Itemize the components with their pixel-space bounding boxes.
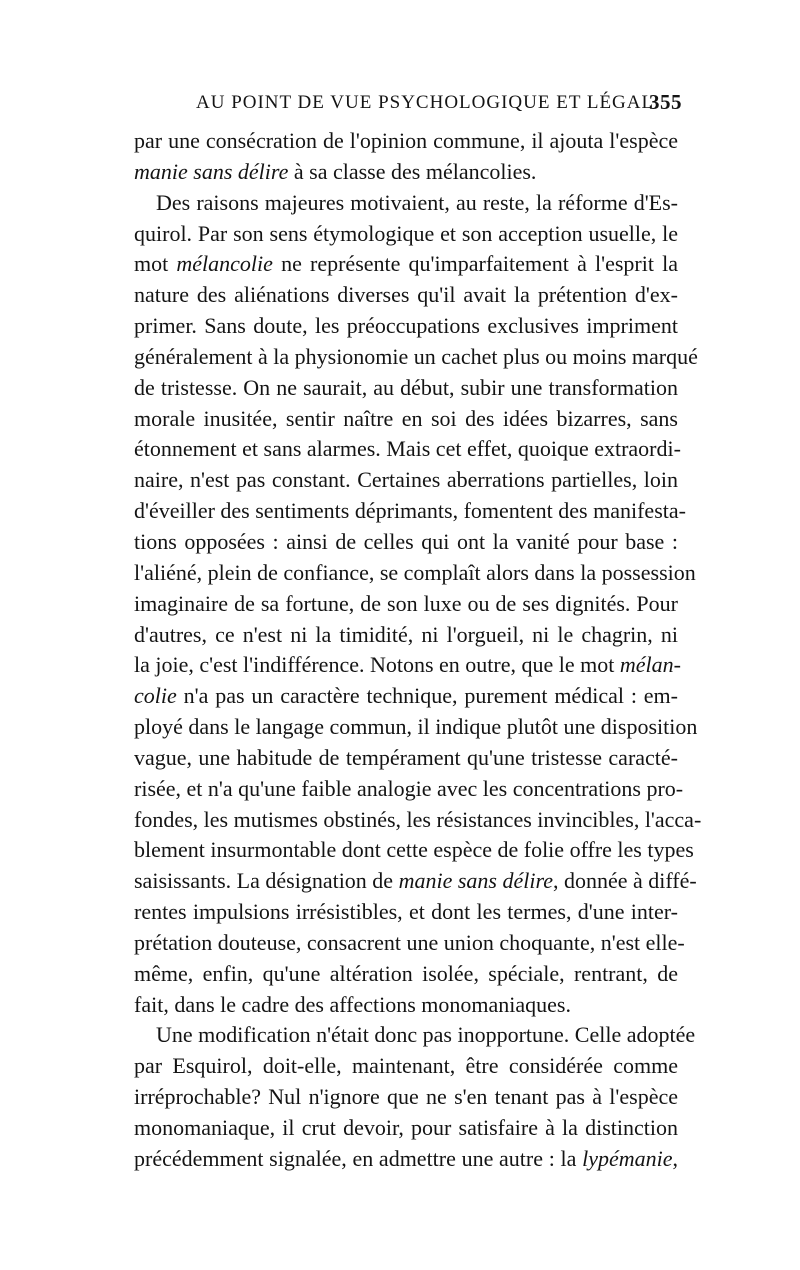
text-line	[134, 311, 678, 342]
text-segment: étonnement et sans alarmes. Mais cet effet, quoique extraordi-	[134, 436, 681, 462]
text-segment: la joie, c'est l'indifférence. Notons en outre, que le mot	[134, 652, 620, 678]
text-segment: risée, et n'a qu'une faible analogie avec les concentrations pro-	[134, 775, 684, 801]
text-segment: , donnée à diffé-	[552, 868, 697, 894]
text-segment: saisissants. La désignation de	[134, 868, 399, 894]
text-segment: d'autres, ce n'est ni la timidité, ni l'orgueil, ni le chagrin, ni	[134, 621, 678, 647]
text-line	[134, 928, 685, 959]
text-segment: blement insurmontable dont cette espèce de folie offre les types	[134, 837, 694, 863]
text-segment: morale inusitée, sentir naître en soi des idées bizarres, sans	[134, 405, 678, 431]
italic-text: mélan-	[619, 652, 681, 678]
text-line	[134, 1020, 696, 1051]
text-segment: l'aliéné, plein de confiance, se complaît alors dans la possession	[134, 559, 696, 585]
text-segment: Une modification n'était donc pas inopportune. Celle adoptée	[156, 1022, 696, 1048]
text-segment: imaginaire de sa fortune, de son luxe ou de ses dignités. Pour	[134, 590, 678, 616]
text-line	[134, 280, 678, 311]
text-segment: Des raisons majeures motivaient, au reste, la réforme d'Es-	[156, 189, 678, 215]
text-line	[134, 650, 681, 681]
body-text	[134, 126, 702, 1175]
text-segment: par Esquirol, doit-elle, maintenant, être considérée comme	[134, 1053, 678, 1079]
text-segment: à sa classe des mélancolies.	[288, 158, 537, 184]
running-head-title: AU POINT DE VUE PSYCHOLOGIQUE ET LÉGAL.	[196, 92, 660, 113]
text-line	[134, 805, 702, 836]
text-line	[134, 1113, 678, 1144]
text-line	[134, 990, 678, 1021]
text-line	[134, 959, 678, 990]
text-line	[134, 373, 678, 404]
text-line	[134, 620, 678, 651]
text-segment: généralement à la physionomie un cachet plus ou moins marqué	[134, 343, 698, 369]
text-line	[134, 342, 698, 373]
text-segment: n'a pas un caractère technique, purement médical : em-	[176, 683, 678, 709]
text-segment: monomaniaque, il crut devoir, pour satisfaire à la distinction	[134, 1115, 678, 1140]
text-segment: tions opposées : ainsi de celles qui ont la vanité pour base :	[134, 528, 678, 554]
text-line	[134, 527, 678, 558]
text-line	[134, 157, 678, 188]
text-segment: rentes impulsions irrésistibles, et dont les termes, d'une inter-	[134, 899, 678, 925]
text-line	[134, 589, 678, 620]
text-line	[134, 897, 678, 928]
running-head	[196, 92, 682, 122]
text-line	[134, 434, 681, 465]
text-segment: ployé dans le langage commun, il indique plutôt une disposition	[134, 714, 698, 740]
text-line	[134, 465, 678, 496]
italic-text: manie sans délire	[398, 868, 553, 894]
text-line	[134, 188, 678, 219]
text-line	[134, 558, 696, 589]
text-line	[134, 1144, 678, 1175]
text-segment: d'éveiller des sentiments déprimants, fomentent des manifesta-	[134, 498, 686, 524]
text-segment: prétation douteuse, consacrent une union choquante, n'est elle-	[134, 929, 685, 955]
text-line	[134, 219, 678, 250]
text-line	[134, 774, 684, 805]
text-segment: naire, n'est pas constant. Certaines aberrations partielles, loin	[134, 467, 678, 493]
text-line	[134, 712, 698, 743]
text-segment: nature des aliénations diverses qu'il avait la prétention d'ex-	[134, 282, 678, 308]
text-segment: fait, dans le cadre des affections monomaniaques.	[134, 991, 571, 1017]
text-line	[134, 1082, 678, 1113]
text-segment: irréprochable? Nul n'ignore que ne s'en tenant pas à l'espèce	[134, 1084, 678, 1110]
italic-text: colie	[134, 683, 177, 709]
text-line	[134, 404, 678, 435]
text-line	[134, 866, 697, 897]
text-segment: primer. Sans doute, les préoccupations exclusives impriment	[134, 313, 678, 339]
text-line	[134, 681, 678, 712]
text-line	[134, 1051, 678, 1082]
text-line	[134, 249, 678, 280]
text-segment: mot	[134, 251, 177, 277]
page-number: 355	[649, 90, 682, 114]
text-line	[134, 743, 678, 774]
text-segment: fondes, les mutismes obstinés, les résistances invincibles, l'acca-	[134, 806, 702, 832]
text-line	[134, 835, 694, 866]
text-segment: par une consécration de l'opinion commune, il ajouta l'espèce	[134, 128, 678, 153]
text-segment: ,	[672, 1145, 678, 1171]
text-segment: ne représente qu'imparfaitement à l'esprit la	[272, 251, 678, 277]
text-segment: précédemment signalée, en admettre une autre : la	[134, 1145, 583, 1171]
text-line	[134, 496, 686, 527]
text-segment: de tristesse. On ne saurait, au début, subir une transformation	[134, 374, 678, 400]
text-segment: vague, une habitude de tempérament qu'une tristesse caracté-	[134, 744, 678, 770]
italic-text: manie sans délire	[134, 158, 289, 184]
italic-text: mélancolie	[176, 251, 273, 277]
text-segment: même, enfin, qu'une altération isolée, spéciale, rentrant, de	[134, 960, 678, 986]
text-segment: quirol. Par son sens étymologique et son acception usuelle, le	[134, 220, 678, 246]
italic-text: lypémanie	[582, 1145, 673, 1171]
text-line	[134, 126, 678, 157]
